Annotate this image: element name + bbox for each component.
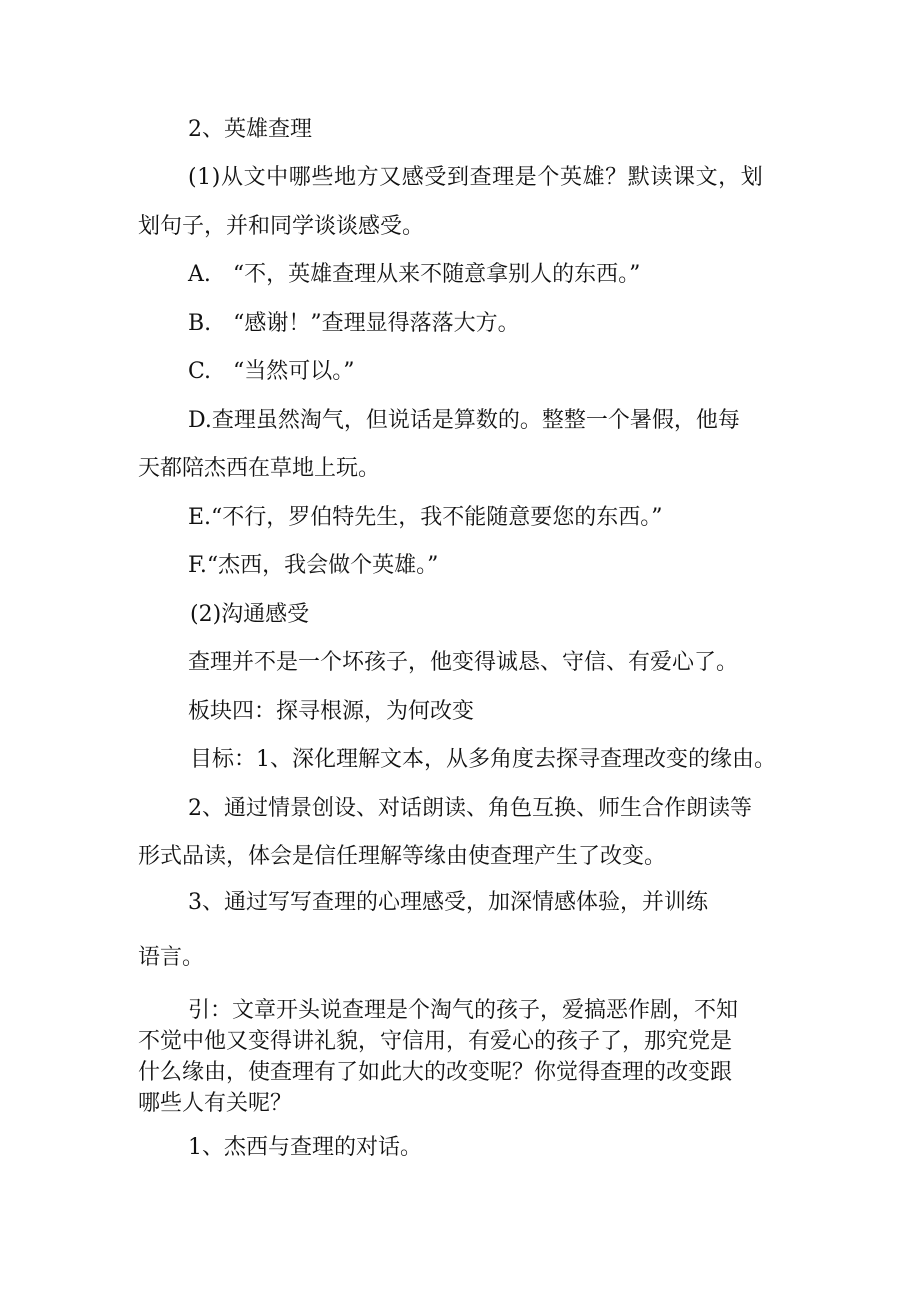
option-d-cont: 天都陪杰西在草地上玩。 <box>138 456 381 481</box>
section-heading-hero: 2、英雄查理 <box>188 117 312 142</box>
goal-3: 3、通过写写查理的心理感受，加深情感体验，并训练 <box>188 890 708 915</box>
option-a: A. “不，英雄查理从来不随意拿别人的东西。” <box>188 262 641 287</box>
option-c: C. “当然可以。” <box>188 359 355 384</box>
intro-paragraph-line-4: 哪些人有关呢？ <box>138 1091 293 1116</box>
question-1-cont: 划句子，并和同学谈谈感受。 <box>138 214 425 239</box>
question-2: (2)沟通感受 <box>190 602 310 627</box>
block-four-heading: 板块四：探寻根源，为何改变 <box>188 699 475 724</box>
intro-paragraph-line-2: 不觉中他又变得讲礼貌，守信用，有爱心的孩子了，那究党是 <box>138 1029 733 1054</box>
feeling-summary: 查理并不是一个坏孩子，他变得诚恳、守信、有爱心了。 <box>188 650 739 675</box>
goal-2-cont: 形式品读，体会是信任理解等缘由使查理产生了改变。 <box>138 844 667 869</box>
goal-1: 目标：1、深化理解文本，从多角度去探寻查理改变的缘由。 <box>190 747 776 772</box>
option-b: B. “感谢！”查理显得落落大方。 <box>188 311 520 336</box>
question-1: (1)从文中哪些地方又感受到查理是个英雄？默读课文，划 <box>188 165 764 190</box>
goal-3-cont: 语言。 <box>138 945 205 970</box>
option-e: E.“不行，罗伯特先生，我不能随意要您的东西。” <box>188 505 663 530</box>
option-d: D.查理虽然淘气，但说话是算数的。整整一个暑假，他每 <box>188 408 740 433</box>
intro-paragraph-line-3: 什么缘由，使查理有了如此大的改变呢？你觉得查理的改变跟 <box>138 1060 733 1085</box>
option-f: F.“杰西，我会做个英雄。” <box>188 553 439 578</box>
goal-2: 2、通过情景创设、对话朗读、角色互换、师生合作朗读等 <box>188 796 752 821</box>
subsection-dialogue: 1、杰西与查理的对话。 <box>188 1135 422 1160</box>
intro-paragraph-line-1: 引：文章开头说查理是个淘气的孩子，爱搞恶作剧，不知 <box>188 998 739 1023</box>
